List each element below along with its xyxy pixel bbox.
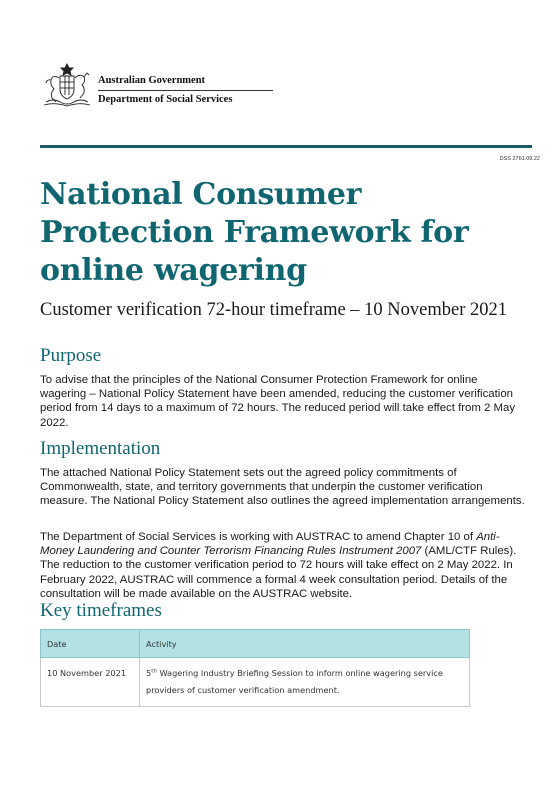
implementation-paragraph-2: [40, 530, 525, 601]
implementation-paragraph-1: The attached National Policy Statement sets out the agreed policy commitments of Commonwealth, state, and territory governments that underpin the customer verification measure. The National Policy Statement also outlines the agreed implementation arrangements.: [40, 467, 525, 508]
header-rule: [40, 145, 532, 148]
page-subtitle: Customer verification 72-hour timeframe – 10 November 2021: [40, 300, 507, 320]
logo-divider: [98, 90, 273, 91]
government-name: Australian Government: [98, 75, 206, 86]
purpose-text: To advise that the principles of the National Consumer Protection Framework for online wagering – National Policy Statement have been amended, reducing the customer verification period from 14 days to a maximum of 72 hours. The reduced period will take effect from 2 May 2022.: [40, 374, 516, 429]
activity-number: 5: [146, 668, 152, 678]
activity-ordinal: th: [151, 668, 157, 675]
column-header-date: Date: [41, 630, 140, 658]
government-logo: [40, 62, 260, 114]
timeframes-table: [40, 629, 470, 707]
column-header-activity: Activity: [140, 630, 470, 658]
page-title: National Consumer Protection Framework for online wagering: [40, 177, 469, 288]
date-cell: 10 November 2021: [41, 658, 140, 707]
key-timeframes-heading: Key timeframes: [40, 600, 162, 621]
table-row: [41, 658, 470, 707]
para2-start: The Department of Social Services is working with AUSTRAC to amend Chapter 10 of: [40, 531, 477, 543]
implementation-heading: Implementation: [40, 438, 161, 459]
activity-text: Wagering Industry Briefing Session to inform online wagering service providers of customer verification amendment.: [146, 668, 443, 695]
rules-instrument-title: Anti-Money Laundering and Counter Terrorism Financing Rules Instrument 2007: [40, 531, 500, 558]
document-code: DSS 2761.09.22: [499, 156, 540, 162]
coat-of-arms-icon: [40, 62, 94, 110]
para2-end: (AML/CTF Rules). The reduction to the customer verification period to 72 hours will take effect on 2 May 2022. In February 2022, AUSTRAC will commence a formal 4 week consultation period. Details of the consultation will be made available on the AUSTRAC website.: [40, 545, 517, 600]
department-name: Department of Social Services: [98, 94, 233, 105]
purpose-heading: Purpose: [40, 345, 102, 366]
table-header-row: [41, 630, 470, 658]
activity-cell: [140, 658, 470, 707]
